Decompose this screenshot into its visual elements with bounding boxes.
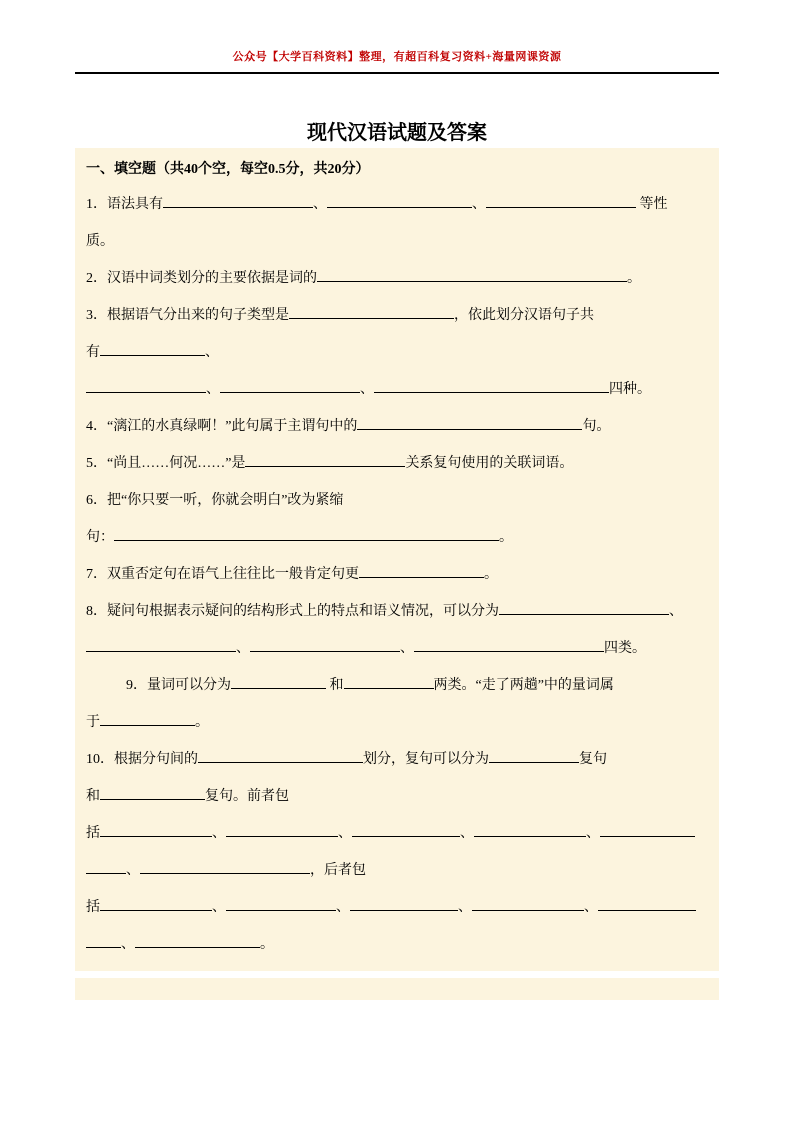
header-watermark-text: 公众号【大学百科资料】整理，有超百科复习资料+海量网课资源: [232, 51, 562, 63]
question-line: [86, 815, 708, 852]
section-heading: 一、填空题（共40个空，每空0.5分，共20分）: [86, 162, 370, 177]
question-line: [86, 778, 708, 815]
fill-blank-underline: [600, 824, 695, 837]
question-text-run: 复句: [579, 752, 607, 767]
question-line: [86, 482, 708, 519]
fill-blank-underline: [327, 195, 472, 208]
question-text-run: 。: [195, 715, 209, 730]
fill-blank-underline: [289, 306, 454, 319]
question-text-run: 句：: [86, 530, 114, 545]
question-line: [86, 889, 708, 926]
fill-blank-underline: [489, 750, 579, 763]
question-line: [86, 334, 708, 371]
question-text-run: 6．把“你只要一听，你就会明白”改为紧缩: [86, 493, 344, 508]
question-text-run: 和: [326, 678, 344, 693]
fill-blank-underline: [474, 824, 586, 837]
fill-blank-underline: [352, 824, 460, 837]
question-line: [86, 186, 708, 223]
question-text-run: 、: [400, 641, 414, 656]
fill-blank-underline: [359, 565, 484, 578]
fill-blank-underline: [86, 639, 236, 652]
question-line: [86, 667, 708, 704]
question-text-run: ，后者包: [310, 863, 366, 878]
question-text-run: 。: [260, 937, 274, 952]
indent-spacer: [86, 688, 126, 689]
document-header: [75, 50, 719, 74]
fill-blank-underline: [414, 639, 604, 652]
fill-blank-underline: [86, 861, 126, 874]
question-line: [86, 630, 708, 667]
fill-blank-underline: [86, 935, 121, 948]
question-line: [86, 223, 708, 260]
question-text-run: 、: [205, 345, 219, 360]
question-text-run: 两类。“走了两趟”中的量词属: [433, 678, 614, 693]
question-text-run: 、: [338, 826, 352, 841]
question-text-run: 、: [121, 937, 135, 952]
question-text-run: 有: [86, 345, 100, 360]
fill-blank-underline: [100, 343, 205, 356]
question-text-run: 括: [86, 900, 100, 915]
fill-blank-underline: [357, 417, 582, 430]
fill-blank-underline: [198, 750, 363, 763]
fill-blank-underline: [350, 898, 458, 911]
fill-blank-underline: [598, 898, 696, 911]
question-text-run: 5．“尚且……何况……”是: [86, 456, 246, 471]
fill-blank-underline: [245, 454, 405, 467]
question-text-run: 等性: [636, 197, 668, 212]
question-text-run: 10．根据分句间的: [86, 752, 198, 767]
question-text-run: 质。: [86, 234, 114, 249]
fill-blank-underline: [472, 898, 584, 911]
fill-blank-underline: [317, 269, 627, 282]
question-lines: [86, 186, 708, 963]
fill-blank-underline: [374, 380, 609, 393]
question-line: [86, 704, 708, 741]
fill-blank-underline: [100, 787, 205, 800]
fill-blank-underline: [226, 898, 336, 911]
fill-blank-underline: [100, 898, 212, 911]
question-text-run: 、: [584, 900, 598, 915]
question-text-run: 4．“漓江的水真绿啊！”此句属于主谓句中的: [86, 419, 358, 434]
question-text-run: 四种。: [609, 382, 651, 397]
header-divider-line: [75, 72, 719, 74]
question-text-run: 8．疑问句根据表示疑问的结构形式上的特点和语义情况，可以分为: [86, 604, 499, 619]
question-content-area: [75, 148, 719, 971]
question-text-run: 句。: [582, 419, 611, 434]
question-text-run: 、: [313, 197, 327, 212]
question-line: [86, 852, 708, 889]
fill-blank-underline: [100, 713, 195, 726]
fill-blank-underline: [226, 824, 338, 837]
question-text-run: 、: [360, 382, 374, 397]
question-line: [86, 593, 708, 630]
question-text-run: 、: [336, 900, 350, 915]
fill-blank-underline: [135, 935, 260, 948]
fill-blank-underline: [86, 380, 206, 393]
question-text-run: 7．双重否定句在语气上往往比一般肯定句更: [86, 567, 359, 582]
fill-blank-underline: [100, 824, 212, 837]
question-text-run: 、: [458, 900, 472, 915]
fill-blank-underline: [486, 195, 636, 208]
question-line: [86, 741, 708, 778]
question-text-run: 9．量词可以分为: [126, 678, 231, 693]
question-text-run: 复句。前者包: [205, 789, 289, 804]
question-line: [86, 926, 708, 963]
question-text-run: 、: [206, 382, 220, 397]
question-text-run: 。: [484, 567, 498, 582]
question-text-run: 、: [126, 863, 140, 878]
question-text-run: 关系复句使用的关联词语。: [405, 456, 574, 471]
question-text-run: ，依此划分汉语句子共: [454, 308, 594, 323]
question-text-run: 。: [627, 271, 641, 286]
question-text-run: 、: [212, 826, 226, 841]
question-text-run: 和: [86, 789, 100, 804]
question-line: [86, 297, 708, 334]
document-title: 现代汉语试题及答案: [307, 122, 487, 144]
fill-blank-underline: [114, 528, 499, 541]
question-line: [86, 445, 708, 482]
question-text-run: 、: [460, 826, 474, 841]
question-text-run: 划分，复句可以分为: [363, 752, 489, 767]
empty-highlight-strip: [75, 978, 719, 1000]
question-text-run: 、: [586, 826, 600, 841]
fill-blank-underline: [250, 639, 400, 652]
question-text-run: 1．语法具有: [86, 197, 163, 212]
fill-blank-underline: [140, 861, 310, 874]
question-text-run: 、: [236, 641, 250, 656]
question-text-run: 括: [86, 826, 100, 841]
question-line: [86, 519, 708, 556]
question-line: [86, 371, 708, 408]
question-text-run: 、: [472, 197, 486, 212]
question-line: [86, 408, 708, 445]
fill-blank-underline: [231, 676, 326, 689]
question-line: [86, 556, 708, 593]
fill-blank-underline: [499, 602, 669, 615]
fill-blank-underline: [163, 195, 313, 208]
question-line: [86, 260, 708, 297]
fill-blank-underline: [220, 380, 360, 393]
question-text-run: 、: [669, 604, 683, 619]
fill-blank-underline: [344, 676, 434, 689]
question-text-run: 。: [499, 530, 513, 545]
question-text-run: 四类。: [604, 641, 646, 656]
question-text-run: 于: [86, 715, 100, 730]
question-text-run: 、: [212, 900, 226, 915]
question-text-run: 3．根据语气分出来的句子类型是: [86, 308, 289, 323]
question-text-run: 2．汉语中词类划分的主要依据是词的: [86, 271, 317, 286]
